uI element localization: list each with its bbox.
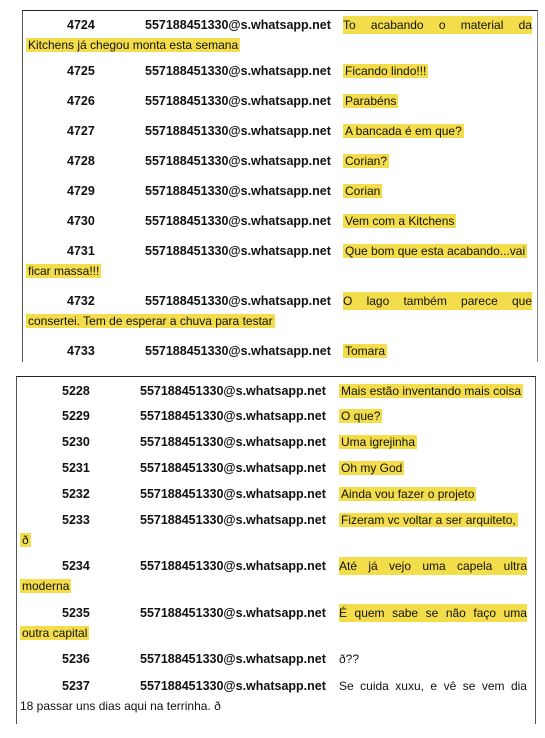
message-continuation [26, 262, 101, 280]
message-text [343, 16, 532, 34]
sender-address: 557188451330@s.whatsapp.net [140, 679, 326, 693]
message-word: acabando [370, 18, 424, 32]
message-words: ð?? [339, 652, 360, 666]
message-id: 5234 [62, 559, 90, 573]
message-word: uma [503, 606, 527, 620]
message-word: capela [456, 559, 493, 573]
log-panel-1 [22, 10, 538, 362]
message-words: Ficando lindo!!! [345, 64, 427, 78]
message-words: Uma igrejinha [341, 435, 416, 449]
message-word: faço [473, 606, 497, 620]
message-word: não [445, 606, 466, 620]
sender-address: 557188451330@s.whatsapp.net [145, 94, 331, 108]
message-word: Até [339, 559, 358, 573]
message-id: 5229 [62, 409, 90, 423]
sender-address: 557188451330@s.whatsapp.net [140, 606, 326, 620]
message-text [343, 122, 464, 140]
message-word: É [339, 606, 348, 620]
message-continuation-text: 18 passar uns dias aqui na terrinha. ð [20, 699, 221, 713]
message-word: o [438, 18, 446, 32]
message-word: se [462, 679, 476, 693]
message-words: Parabéns [345, 94, 397, 108]
sender-address: 557188451330@s.whatsapp.net [140, 559, 326, 573]
message-word: vê [443, 679, 457, 693]
message-id: 4731 [67, 244, 95, 258]
message-word: cuida [360, 679, 389, 693]
message-words: Tomara [345, 344, 386, 358]
message-continuation [20, 697, 221, 715]
message-continuation [20, 624, 89, 642]
sender-address: 557188451330@s.whatsapp.net [145, 64, 331, 78]
message-text [339, 485, 476, 503]
sender-address: 557188451330@s.whatsapp.net [145, 294, 331, 308]
message-text [343, 92, 398, 110]
message-text [343, 212, 456, 230]
log-panel-2 [16, 376, 536, 724]
message-word: vejo [388, 559, 411, 573]
message-id: 5230 [62, 435, 90, 449]
message-word: xuxu, [395, 679, 424, 693]
message-text [339, 677, 527, 695]
sender-address: 557188451330@s.whatsapp.net [140, 461, 326, 475]
sender-address: 557188451330@s.whatsapp.net [145, 154, 331, 168]
message-id: 4732 [67, 294, 95, 308]
message-continuation-text: Kitchens já chegou monta esta semana [28, 38, 239, 52]
message-continuation-text: moderna [22, 579, 70, 593]
message-continuation-text: ð [22, 533, 29, 547]
message-words: Fizeram vc voltar a ser arquiteto, [341, 513, 516, 527]
message-continuation-text: outra capital [22, 626, 88, 640]
sender-address: 557188451330@s.whatsapp.net [145, 344, 331, 358]
message-text [339, 407, 382, 425]
message-text [339, 459, 404, 477]
message-id: 4724 [67, 18, 95, 32]
message-text [339, 650, 359, 668]
message-word: da [518, 18, 532, 32]
message-word: que [511, 294, 532, 308]
message-text [343, 242, 527, 260]
message-id: 4729 [67, 184, 95, 198]
message-word: também [403, 294, 447, 308]
message-text [343, 182, 382, 200]
message-continuation [20, 531, 31, 549]
message-id: 5233 [62, 513, 90, 527]
message-words: O que? [341, 409, 381, 423]
message-word: quem [354, 606, 385, 620]
message-id: 4725 [67, 64, 95, 78]
message-word: uma [422, 559, 446, 573]
message-text [339, 382, 523, 400]
message-continuation [26, 36, 240, 54]
message-words: Corian [345, 184, 381, 198]
message-id: 5236 [62, 652, 90, 666]
message-text [339, 557, 527, 575]
message-id: 4730 [67, 214, 95, 228]
message-word: já [368, 559, 378, 573]
message-text [343, 152, 389, 170]
message-word: parece [461, 294, 498, 308]
sender-address: 557188451330@s.whatsapp.net [140, 384, 326, 398]
message-id: 4733 [67, 344, 95, 358]
message-text [339, 604, 527, 622]
sender-address: 557188451330@s.whatsapp.net [140, 409, 326, 423]
message-continuation [26, 312, 275, 330]
message-words: Ainda vou fazer o projeto [341, 487, 475, 501]
message-id: 5237 [62, 679, 90, 693]
sender-address: 557188451330@s.whatsapp.net [145, 124, 331, 138]
message-continuation [20, 577, 71, 595]
sender-address: 557188451330@s.whatsapp.net [145, 244, 331, 258]
message-words: Oh my God [341, 461, 403, 475]
message-text [343, 342, 387, 360]
sender-address: 557188451330@s.whatsapp.net [145, 184, 331, 198]
message-text [343, 62, 428, 80]
message-text [343, 292, 532, 310]
message-word: lago [366, 294, 390, 308]
message-word: sabe [392, 606, 419, 620]
message-word: To [343, 18, 356, 32]
message-word: material [460, 18, 504, 32]
message-words: Vem com a Kitchens [345, 214, 455, 228]
message-id: 5231 [62, 461, 90, 475]
message-word: vem [481, 679, 505, 693]
message-word: se [425, 606, 439, 620]
message-id: 5228 [62, 384, 90, 398]
message-continuation-text: consertei. Tem de esperar a chuva para testar [28, 314, 273, 328]
message-word: ultra [503, 559, 527, 573]
message-words: Corian? [345, 154, 388, 168]
message-id: 4727 [67, 124, 95, 138]
message-continuation-text: ficar massa!!! [28, 264, 100, 278]
message-words: A bancada é em que? [345, 124, 462, 138]
sender-address: 557188451330@s.whatsapp.net [140, 513, 326, 527]
message-id: 5235 [62, 606, 90, 620]
message-word: dia [510, 679, 527, 693]
sender-address: 557188451330@s.whatsapp.net [140, 652, 326, 666]
message-id: 4728 [67, 154, 95, 168]
message-id: 5232 [62, 487, 90, 501]
sender-address: 557188451330@s.whatsapp.net [140, 487, 326, 501]
message-text [339, 511, 518, 529]
message-word: O [343, 294, 353, 308]
message-words: Que bom que esta acabando...vai [345, 244, 526, 258]
message-text [339, 433, 417, 451]
sender-address: 557188451330@s.whatsapp.net [145, 214, 331, 228]
message-word: e [430, 679, 438, 693]
message-words: Mais estão inventando mais coisa [341, 384, 522, 398]
sender-address: 557188451330@s.whatsapp.net [140, 435, 326, 449]
message-id: 4726 [67, 94, 95, 108]
message-word: Se [339, 679, 354, 693]
sender-address: 557188451330@s.whatsapp.net [145, 18, 331, 32]
